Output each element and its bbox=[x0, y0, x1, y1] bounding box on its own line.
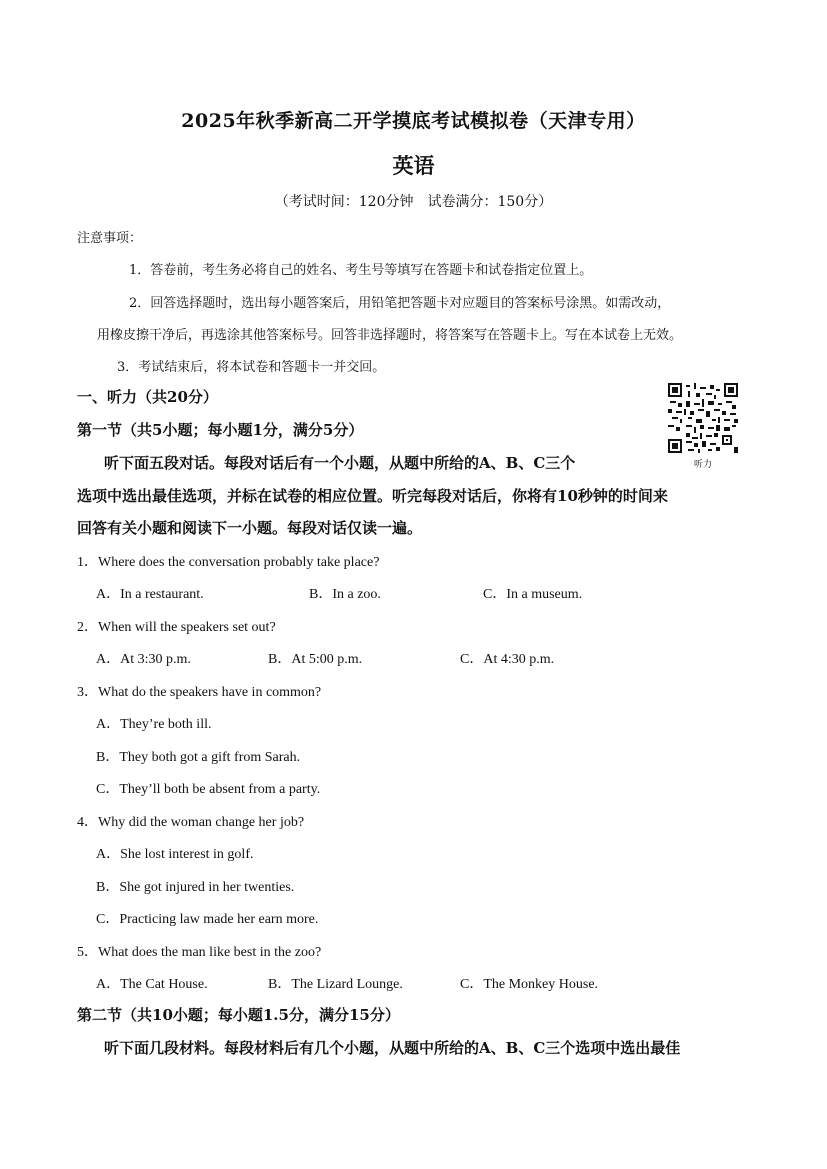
question-3-option-c: C．They’ll both be absent from a party. bbox=[96, 782, 321, 797]
question-3: 3．What do the speakers have in common? bbox=[77, 685, 322, 700]
question-4-option-b: B．She got injured in her twenties. bbox=[96, 880, 295, 895]
question-5-option-a: A．The Cat House. bbox=[96, 977, 208, 992]
question-2-option-a: A．At 3:30 p.m. bbox=[96, 652, 191, 667]
question-1-option-b: B．In a zoo. bbox=[309, 587, 381, 602]
instruction-line-3: 回答有关小题和阅读下一小题。每段对话仅读一遍。 bbox=[77, 519, 423, 537]
subject-title: 英语 bbox=[392, 153, 435, 178]
question-4-option-a: A．She lost interest in golf. bbox=[96, 847, 254, 862]
question-1-option-a: A．In a restaurant. bbox=[96, 587, 204, 602]
instruction-line-1: 听下面五段对话。每段对话后有一个小题，从题中所给的A、B、C三个 bbox=[104, 454, 576, 472]
question-1-option-c: C．In a museum. bbox=[483, 587, 583, 602]
qr-code-image bbox=[668, 383, 738, 453]
instruction-line-2: 选项中选出最佳选项，并标在试卷的相应位置。听完每段对话后，你将有10秒钟的时间来 bbox=[77, 487, 668, 505]
part1-heading: 一、听力（共20分） bbox=[77, 388, 218, 406]
question-3-option-a: A．They’re both ill. bbox=[96, 717, 212, 732]
section2-instruction-line-1: 听下面几段材料。每段材料后有几个小题，从题中所给的A、B、C三个选项中选出最佳 bbox=[104, 1039, 681, 1057]
exam-title: 2025年秋季新高二开学摸底考试模拟卷（天津专用） bbox=[181, 110, 646, 132]
question-4-option-c: C．Practicing law made her earn more. bbox=[96, 912, 319, 927]
question-2-option-c: C．At 4:30 p.m. bbox=[460, 652, 555, 667]
question-4: 4．Why did the woman change her job? bbox=[77, 815, 305, 830]
question-3-option-b: B．They both got a gift from Sarah. bbox=[96, 750, 301, 765]
exam-info: （考试时间：120分钟 试卷满分：150分） bbox=[274, 194, 553, 210]
question-1: 1．Where does the conversation probably take place? bbox=[77, 555, 380, 570]
qr-code-label: 听力 bbox=[693, 460, 712, 470]
section1-heading: 第一节（共5小题；每小题1分，满分5分） bbox=[77, 421, 364, 439]
question-2-option-b: B．At 5:00 p.m. bbox=[268, 652, 363, 667]
notice-item-2-line-2: 用橡皮擦干净后，再选涂其他答案标号。回答非选择题时，将答案写在答题卡上。写在本试卷上无效。 bbox=[97, 328, 683, 343]
notice-item-2-line-1: 2．回答选择题时，选出每小题答案后，用铅笔把答题卡对应题目的答案标号涂黑。如需改动， bbox=[129, 296, 671, 311]
notice-item-3: 3．考试结束后，将本试卷和答题卡一并交回。 bbox=[117, 360, 386, 375]
question-5-option-b: B．The Lizard Lounge. bbox=[268, 977, 403, 992]
notice-heading: 注意事项： bbox=[77, 231, 143, 246]
section2-heading: 第二节（共10小题；每小题1.5分，满分15分） bbox=[77, 1006, 400, 1024]
question-5-option-c: C．The Monkey House. bbox=[460, 977, 599, 992]
question-2: 2．When will the speakers set out? bbox=[77, 620, 276, 635]
notice-item-1: 1．答卷前，考生务必将自己的姓名、考生号等填写在答题卡和试卷指定位置上。 bbox=[129, 263, 593, 278]
question-5: 5．What does the man like best in the zoo? bbox=[77, 945, 322, 960]
